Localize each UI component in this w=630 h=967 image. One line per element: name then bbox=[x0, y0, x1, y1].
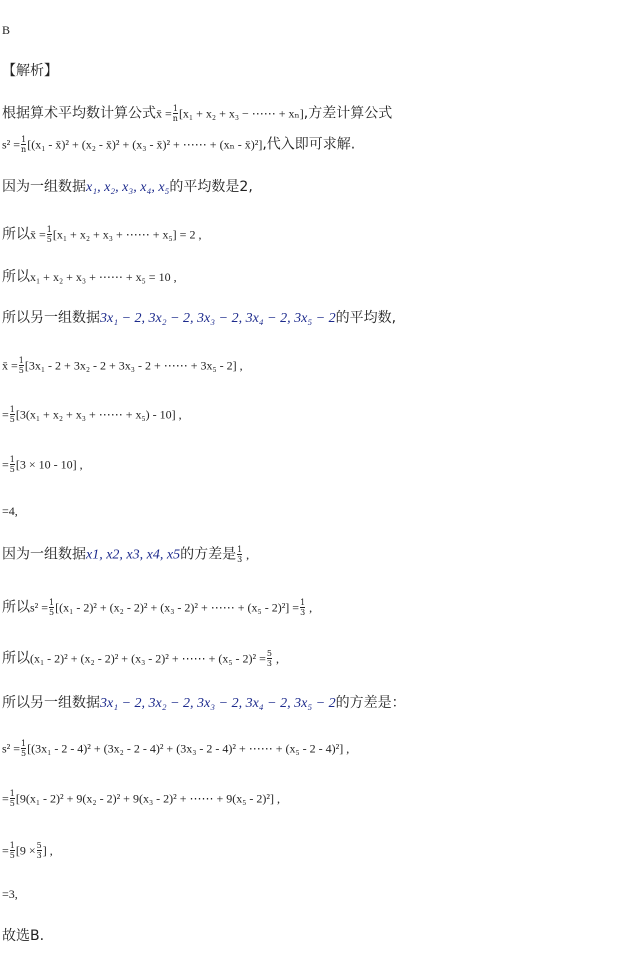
solution-line-8: = $\frac{1}{5}$ [3(x₁ + x₂ + x₃ + ⋯⋯ + x₅) - 10] , bbox=[2, 405, 182, 424]
solution-line-15: s² = $\frac{1}{5}$ [(3x₁ - 2 - 4)² + (3x₂ - 2 - 4)² + (3x₃ - 2 - 4)² + ⋯⋯ + (x₅ - 2 - 4)²] , bbox=[2, 739, 350, 758]
conclusion-line: 故选B. bbox=[2, 928, 45, 944]
solution-line-4: 所以x̄ = $\frac{1}{5}$ [x₁ + x₂ + x₃ + ⋯⋯ + x₅] = 2 , bbox=[2, 225, 202, 244]
solution-line-17: = $\frac{1}{5}$ [9 × $\frac{5}{3}$ ] , bbox=[2, 841, 53, 860]
solution-line-13: 所以(x₁ - 2)² + (x₂ - 2)² + (x₃ - 2)² + ⋯⋯ + (x₅ - 2)² = $\frac{5}{3}$ , bbox=[2, 649, 280, 668]
solution-line-2: s² = $\frac{1}{n}$ [(x₁ - x̄)² + (x₂ - x̄)² + (x₃ - x̄)² + ⋯⋯ + (xₙ - x̄)²],代入即可求解. bbox=[2, 135, 356, 154]
solution-line-3: 因为一组数据x₁, x₂, x₃, x₄, x₅的平均数是2, bbox=[2, 179, 253, 195]
solution-line-10: =4, bbox=[2, 504, 18, 518]
solution-line-18: =3, bbox=[2, 887, 18, 901]
solution-line-16: = $\frac{1}{5}$ [9(x₁ - 2)² + 9(x₂ - 2)² + 9(x₃ - 2)² + ⋯⋯ + 9(x₅ - 2)²] , bbox=[2, 789, 281, 808]
solution-line-1: 根据算术平均数计算公式x̄ = $\frac{1}{n}$ [x₁ + x₂ + x₃ − ⋯⋯ + xₙ],方差计算公式 bbox=[2, 104, 393, 123]
solution-line-7: x̄ = $\frac{1}{5}$ [3x₁ - 2 + 3x₂ - 2 + 3x₃ - 2 + ⋯⋯ + 3x₅ - 2] , bbox=[2, 356, 243, 375]
solution-line-12: 所以s² = $\frac{1}{5}$ [(x₁ - 2)² + (x₂ - 2)² + (x₃ - 2)² + ⋯⋯ + (x₅ - 2)²] = $\frac{1}{3}$ , bbox=[2, 598, 313, 617]
solution-line-5: 所以x₁ + x₂ + x₃ + ⋯⋯ + x₅ = 10 , bbox=[2, 269, 177, 285]
solution-line-14: 所以另一组数据3x₁ − 2, 3x₂ − 2, 3x₃ − 2, 3x₄ − 2, 3x₅ − 2的方差是： bbox=[2, 695, 406, 711]
analysis-header: 【解析】 bbox=[2, 63, 58, 79]
solution-line-6: 所以另一组数据3x₁ − 2, 3x₂ − 2, 3x₃ − 2, 3x₄ − 2, 3x₅ − 2的平均数, bbox=[2, 310, 397, 326]
answer-letter: B bbox=[2, 23, 11, 37]
solution-line-9: = $\frac{1}{5}$ [3 × 10 - 10] , bbox=[2, 455, 83, 474]
solution-line-11: 因为一组数据x1, x2, x3, x4, x5的方差是 $\frac{1}{3}$ , bbox=[2, 545, 250, 564]
